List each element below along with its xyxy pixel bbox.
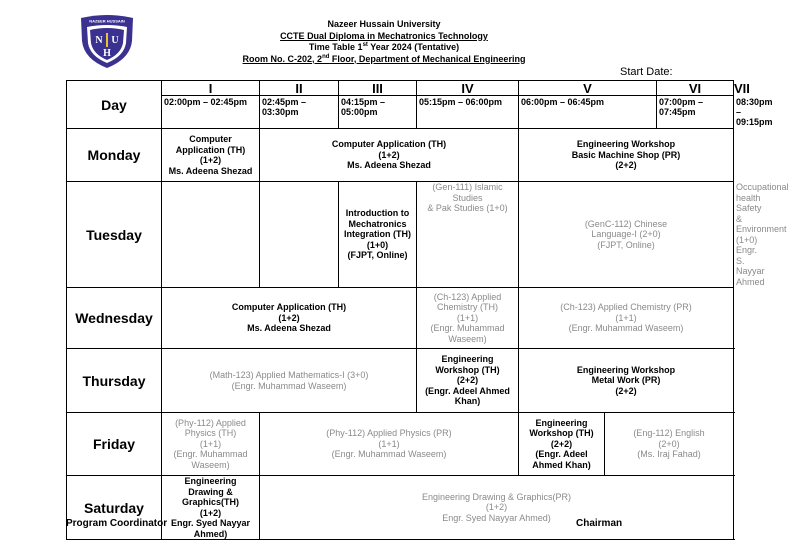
time-slot: 05:15pm – 06:00pm xyxy=(417,96,519,129)
cell-line: Ms. Adeena Shezad xyxy=(347,160,431,171)
cell-line: (Engr. Muhammad Waseem) xyxy=(331,449,447,460)
day-label: Tuesday xyxy=(67,182,162,288)
university-logo xyxy=(77,13,137,69)
cell-line: (FJPT, Online) xyxy=(347,250,408,261)
cell-line: Waseem) xyxy=(448,333,487,344)
cell-line: Engr. Syed Nayyar xyxy=(170,518,251,528)
cell-line: Engineering xyxy=(441,354,494,365)
class-cell xyxy=(260,476,734,540)
cell-line: Ms. Adeena Shezad xyxy=(247,323,331,334)
svg-text:NAZEER HUSSAIN: NAZEER HUSSAIN xyxy=(89,18,125,24)
cell-line: Computer xyxy=(189,134,232,144)
cell-line: (1+1) xyxy=(615,312,637,323)
cell-line: Metal Work (PR) xyxy=(591,375,661,386)
time-slot: 04:15pm – 05:00pm xyxy=(339,96,417,129)
cell-line: Drawing & xyxy=(188,486,233,497)
period-3: III xyxy=(339,81,417,96)
cell-line: (1+2) xyxy=(485,502,508,513)
class-cell xyxy=(417,349,519,413)
class-cell xyxy=(162,349,417,413)
empty-cell xyxy=(162,182,260,288)
cell-line: Workshop (TH) xyxy=(435,364,500,375)
cell-line: (Engr. Muhammad xyxy=(173,449,248,460)
cell-line: Engineering Drawing & Graphics(PR) xyxy=(421,491,572,502)
cell-line: Studies xyxy=(452,192,483,203)
period-5: V xyxy=(519,81,657,96)
class-cell xyxy=(162,476,260,540)
class-cell xyxy=(519,413,605,476)
svg-text:N: N xyxy=(95,35,103,46)
cell-line: Engineering Workshop xyxy=(576,139,676,150)
wednesday-row xyxy=(67,288,734,349)
cell-line: (Gen-111) Islamic xyxy=(432,182,503,192)
cell-line: Ms. Adeena Shezad xyxy=(168,165,253,176)
svg-text:H: H xyxy=(103,48,111,59)
svg-text:U: U xyxy=(111,35,119,46)
cell-line: (2+2) xyxy=(456,375,479,386)
cell-line: Basic Machine Shop (PR) xyxy=(571,149,681,160)
cell-line: & Pak Studies (1+0) xyxy=(427,203,508,213)
cell-line: Application (TH) xyxy=(175,144,246,155)
class-cell xyxy=(260,413,519,476)
start-date-label: Start Date: xyxy=(620,66,673,78)
day-label: Saturday xyxy=(67,476,162,540)
timetable xyxy=(66,80,789,540)
tuesday-row: Tuesday Introduction to Mechatronics Integration (TH) (1+0) (FJPT, Online) (Gen-111) Islamic Studies & Pak Studies (1+0) (GenC-112) Chinese Language-I (2+0) (FJPT, Online) Occupational health Safety & Environment (1+0) Engr. S. Nayyar Ahmed xyxy=(67,182,734,288)
cell-line: (1+2) xyxy=(378,149,400,160)
cell-line: (Eng-112) English xyxy=(633,428,705,439)
class-cell xyxy=(519,349,734,413)
cell-line: Engineering Workshop xyxy=(576,364,676,375)
period-4: IV xyxy=(417,81,519,96)
room-info: Room No. C-202, 2nd Floor, Department of Mechanical Engineering xyxy=(242,53,526,64)
cell-line: (Math-123) Applied Mathematics-I (3+0) xyxy=(209,370,369,380)
period-header-row: Day I II III IV V VI VII xyxy=(67,81,734,96)
cell-line: Introduction to xyxy=(345,208,410,219)
cell-line: Ahmed Khan) xyxy=(532,459,591,470)
cell-line: Engr. Syed Nayyar Ahmed) xyxy=(442,512,551,523)
empty-cell xyxy=(260,182,339,288)
period-1: I xyxy=(162,81,260,96)
timetable-title: Time Table 1st Year 2024 (Tentative) xyxy=(308,42,460,52)
day-label: Monday xyxy=(67,129,162,182)
friday-row xyxy=(67,413,734,476)
time-slot: 06:00pm – 06:45pm xyxy=(519,96,657,129)
day-label: Thursday xyxy=(67,349,162,413)
cell-line: (1+1) xyxy=(378,438,400,449)
class-cell xyxy=(162,413,260,476)
saturday-row xyxy=(67,476,734,540)
period-2: II xyxy=(260,81,339,96)
class-cell xyxy=(417,182,519,288)
class-cell xyxy=(519,182,734,288)
thursday-row xyxy=(67,349,734,413)
class-cell xyxy=(162,129,260,182)
time-slot: 02:00pm – 02:45pm xyxy=(162,96,260,129)
class-cell xyxy=(162,288,417,349)
cell-line: Computer Application (TH) xyxy=(231,302,347,313)
cell-line: (2+2) xyxy=(615,160,637,171)
cell-line: (1+1) xyxy=(199,438,222,449)
cell-line: (Ch-123) Applied Chemistry (PR) xyxy=(560,302,692,313)
cell-line: (FJPT, Online) xyxy=(597,239,655,250)
university-name: Nazeer Hussain University xyxy=(327,19,441,29)
class-cell xyxy=(519,288,734,349)
cell-line: (Ch-123) Applied xyxy=(433,291,502,302)
class-cell xyxy=(339,182,417,288)
cell-line: (Phy-112) Applied xyxy=(175,417,246,428)
cell-line: (GenC-112) Chinese xyxy=(584,218,668,229)
day-label: Friday xyxy=(67,413,162,476)
cell-line: Ahmed) xyxy=(193,528,228,539)
time-row: 02:00pm – 02:45pm 02:45pm – 03:30pm 04:15pm – 05:00pm 05:15pm – 06:00pm 06:00pm – 06:45pm 07:00pm – 07:45pm 08:30pm – 09:15pm xyxy=(67,96,734,129)
time-slot: 02:45pm – 03:30pm xyxy=(260,96,339,129)
cell-line: (1+2) xyxy=(199,507,222,518)
cell-line: (Engr. Muhammad Waseem) xyxy=(568,323,684,334)
cell-line: (Engr. Adeel Ahmed xyxy=(425,385,510,396)
monday-row xyxy=(67,129,734,182)
chairman-label: Chairman xyxy=(576,518,623,529)
class-cell xyxy=(417,288,519,349)
class-cell xyxy=(605,413,734,476)
cell-line: (2+0) xyxy=(658,438,680,449)
period-6: VI xyxy=(657,81,734,96)
cell-line: (1+0) xyxy=(366,239,389,250)
cell-line: (2+2) xyxy=(550,438,573,449)
cell-line: (Engr. Muhammad xyxy=(430,323,505,334)
cell-line: Engineering xyxy=(184,476,237,486)
cell-line: Khan) xyxy=(454,396,481,407)
cell-line: Workshop (TH) xyxy=(529,428,594,439)
cell-line: (2+2) xyxy=(615,385,637,396)
cell-line: (Engr. Muhammad Waseem) xyxy=(231,380,347,391)
class-cell xyxy=(519,129,734,182)
cell-line: (1+2) xyxy=(199,155,222,165)
cell-line: (Phy-112) Applied Physics (PR) xyxy=(326,428,452,439)
cell-line: Chemistry (TH) xyxy=(437,302,498,313)
cell-line: Physics (TH) xyxy=(184,428,237,439)
class-cell xyxy=(260,129,519,182)
program-name: CCTE Dual Diploma in Mechatronics Technology xyxy=(280,30,488,41)
cell-line: Language-I (2+0) xyxy=(591,229,661,240)
cell-line: (Engr. Adeel xyxy=(535,449,588,460)
cell-line: Waseem) xyxy=(191,459,230,470)
time-slot: 07:00pm – 07:45pm xyxy=(657,96,734,129)
cell-line: (Ms. Iraj Fahad) xyxy=(637,449,701,460)
cell-line: Integration (TH) xyxy=(344,229,411,240)
cell-line: Engineering xyxy=(535,417,588,428)
document-header xyxy=(200,19,568,65)
cell-line: (1+1) xyxy=(456,312,479,323)
cell-line: (1+2) xyxy=(278,312,300,323)
day-header: Day xyxy=(67,81,162,129)
cell-line: Graphics(TH) xyxy=(181,497,239,507)
cell-line: Mechatronics xyxy=(348,218,407,229)
program-coordinator-label: Program Coordinator xyxy=(66,518,168,529)
day-label: Wednesday xyxy=(67,288,162,349)
cell-line: Computer Application (TH) xyxy=(331,139,447,150)
